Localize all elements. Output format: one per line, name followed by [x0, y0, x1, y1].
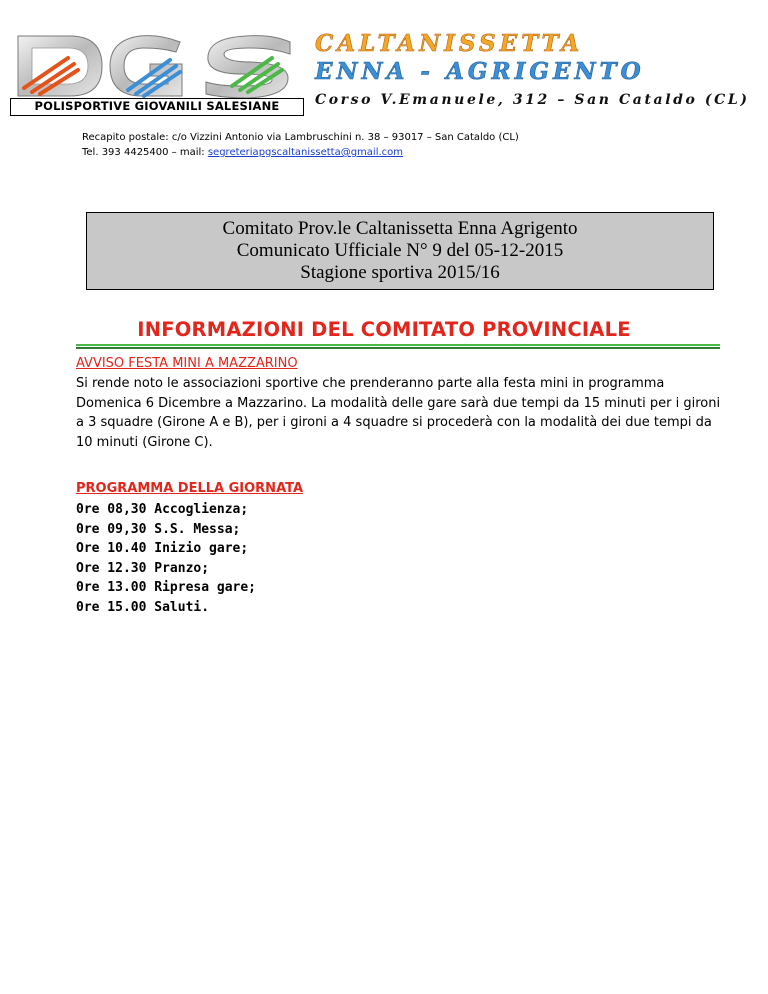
contact-phone: Tel. 393 4425400 – mail: [82, 147, 208, 158]
programma-item: 0re 13.00 Ripresa gare; [76, 580, 257, 595]
avviso-title: AVVISO FESTA MINI A MAZZARINO [76, 356, 298, 371]
programma-item: Ore 10.40 Inizio gare; [76, 541, 249, 556]
contact-line [82, 145, 519, 160]
programma-item: Ore 12.30 Pranzo; [76, 560, 210, 576]
title-caltanissetta: CALTANISSETTA [315, 30, 584, 57]
heading-rule [76, 344, 720, 352]
section-heading: INFORMAZIONI DEL COMITATO PROVINCIALE [137, 318, 631, 341]
comunicato-number: Comunicato Ufficiale N° 9 del 05-12-2015 [236, 240, 564, 261]
programma-item: 0re 09,30 S.S. Messa; [76, 521, 241, 537]
avviso-text: Si rende noto le associazioni sportive che prenderanno parte alla festa mini in programma Domenica 6 Dicembre a Mazzarino. La modalità delle gare sarà due tempi da 15 minuti per i gironi a 3 squadre (Girone A e B), per i gironi a 4 squadre si procederà con la modalità dei due tempi da 10 minuti (Girone C). [76, 376, 721, 450]
programma-list [76, 500, 256, 617]
stagione-sportiva: Stagione sportiva 2015/16 [300, 262, 500, 283]
title-enna-agrigento: ENNA - AGRIGENTO [315, 58, 645, 85]
programma-item: 0re 08,30 Accoglienza; [76, 502, 249, 517]
comitato-box [86, 212, 714, 290]
postal-info [82, 130, 519, 160]
logo-caption: POLISPORTIVE GIOVANILI SALESIANE [10, 98, 304, 116]
email-link[interactable]: segreteriapgscaltanissetta@gmail.com [207, 147, 404, 158]
programma-title: PROGRAMMA DELLA GIORNATA [76, 481, 304, 496]
pgs-logo [10, 30, 304, 116]
address-line: Corso V.Emanuele, 312 – San Cataldo (CL) [315, 92, 750, 108]
postal-address: Recapito postale: c/o Vizzini Antonio via Lambruschini n. 38 – 93017 – San Cataldo (CL) [82, 132, 519, 143]
programma-item: 0re 15.00 Saluti. [76, 599, 210, 615]
comitato-name: Comitato Prov.le Caltanissetta Enna Agrigento [222, 218, 578, 239]
